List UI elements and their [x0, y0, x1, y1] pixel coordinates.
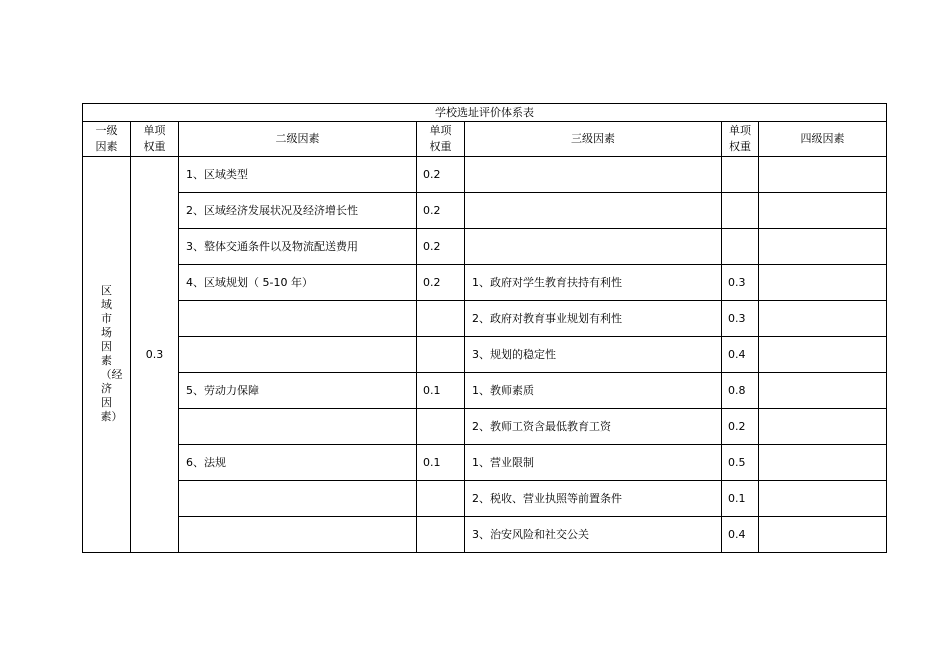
level3-weight	[722, 157, 759, 193]
level2-weight: 0.2	[417, 157, 465, 193]
header-weight2	[417, 122, 465, 157]
table-row	[83, 265, 887, 301]
header-level1	[83, 122, 131, 157]
level2-weight: 0.1	[417, 445, 465, 481]
level4-factor	[759, 301, 887, 337]
level2-weight: 0.1	[417, 373, 465, 409]
level2-factor	[179, 337, 417, 373]
level2-factor	[179, 409, 417, 445]
table-row	[83, 337, 887, 373]
level2-factor: 5、劳动力保障	[179, 373, 417, 409]
table-row	[83, 445, 887, 481]
level2-weight	[417, 337, 465, 373]
level4-factor	[759, 337, 887, 373]
header-weight3-line2: 权重	[729, 140, 751, 153]
level2-weight	[417, 517, 465, 553]
level4-factor	[759, 373, 887, 409]
level2-factor	[179, 481, 417, 517]
level4-factor	[759, 445, 887, 481]
level4-factor	[759, 193, 887, 229]
level3-factor: 3、治安风险和社交公关	[465, 517, 722, 553]
table-row	[83, 301, 887, 337]
header-level3: 三级因素	[465, 122, 722, 157]
level3-factor	[465, 229, 722, 265]
level2-factor: 2、区域经济发展状况及经济增长性	[179, 193, 417, 229]
table-title: 学校选址评价体系表	[83, 104, 887, 122]
level4-factor	[759, 229, 887, 265]
table-row	[83, 409, 887, 445]
level3-factor: 2、教师工资含最低教育工资	[465, 409, 722, 445]
level3-factor	[465, 193, 722, 229]
table-row	[83, 229, 887, 265]
level2-factor: 4、区域规划（ 5-10 年）	[179, 265, 417, 301]
header-level4: 四级因素	[759, 122, 887, 157]
level2-factor	[179, 517, 417, 553]
level1-factor-cell	[83, 157, 131, 553]
table-row	[83, 193, 887, 229]
level3-weight: 0.3	[722, 265, 759, 301]
header-level1-line2: 因素	[95, 140, 118, 153]
level3-weight: 0.8	[722, 373, 759, 409]
header-weight1-line2: 权重	[143, 140, 166, 153]
level2-weight	[417, 481, 465, 517]
level3-factor: 1、政府对学生教育扶持有利性	[465, 265, 722, 301]
level1-factor: 区域市场因素（经济因素）	[100, 284, 123, 423]
table-row	[83, 517, 887, 553]
level4-factor	[759, 409, 887, 445]
header-weight3	[722, 122, 759, 157]
header-weight3-line1: 单项	[729, 124, 751, 137]
level4-factor	[759, 481, 887, 517]
level3-factor	[465, 157, 722, 193]
level3-factor: 1、营业限制	[465, 445, 722, 481]
level3-weight: 0.1	[722, 481, 759, 517]
level2-weight: 0.2	[417, 265, 465, 301]
level3-weight: 0.2	[722, 409, 759, 445]
level2-weight	[417, 409, 465, 445]
header-weight2-line1: 单项	[429, 124, 452, 137]
level3-weight: 0.5	[722, 445, 759, 481]
level4-factor	[759, 517, 887, 553]
level3-weight: 0.4	[722, 337, 759, 373]
level2-weight: 0.2	[417, 229, 465, 265]
header-weight1-line1: 单项	[143, 124, 166, 137]
level3-weight: 0.4	[722, 517, 759, 553]
header-level2: 二级因素	[179, 122, 417, 157]
level2-factor: 3、整体交通条件以及物流配送费用	[179, 229, 417, 265]
level4-factor	[759, 265, 887, 301]
level2-factor: 6、法规	[179, 445, 417, 481]
level2-factor	[179, 301, 417, 337]
level4-factor	[759, 157, 887, 193]
level3-weight	[722, 229, 759, 265]
level2-weight: 0.2	[417, 193, 465, 229]
level3-weight	[722, 193, 759, 229]
level3-factor: 2、税收、营业执照等前置条件	[465, 481, 722, 517]
header-weight1	[131, 122, 179, 157]
level2-weight	[417, 301, 465, 337]
table-row	[83, 481, 887, 517]
header-level1-line1: 一级	[95, 124, 118, 137]
table-row	[83, 373, 887, 409]
table-row	[83, 157, 887, 193]
level2-factor: 1、区域类型	[179, 157, 417, 193]
level3-factor: 2、政府对教育事业规划有利性	[465, 301, 722, 337]
evaluation-table	[82, 103, 887, 553]
level3-weight: 0.3	[722, 301, 759, 337]
level3-factor: 3、规划的稳定性	[465, 337, 722, 373]
level1-weight: 0.3	[131, 157, 179, 553]
level3-factor: 1、教师素质	[465, 373, 722, 409]
header-weight2-line2: 权重	[429, 140, 452, 153]
